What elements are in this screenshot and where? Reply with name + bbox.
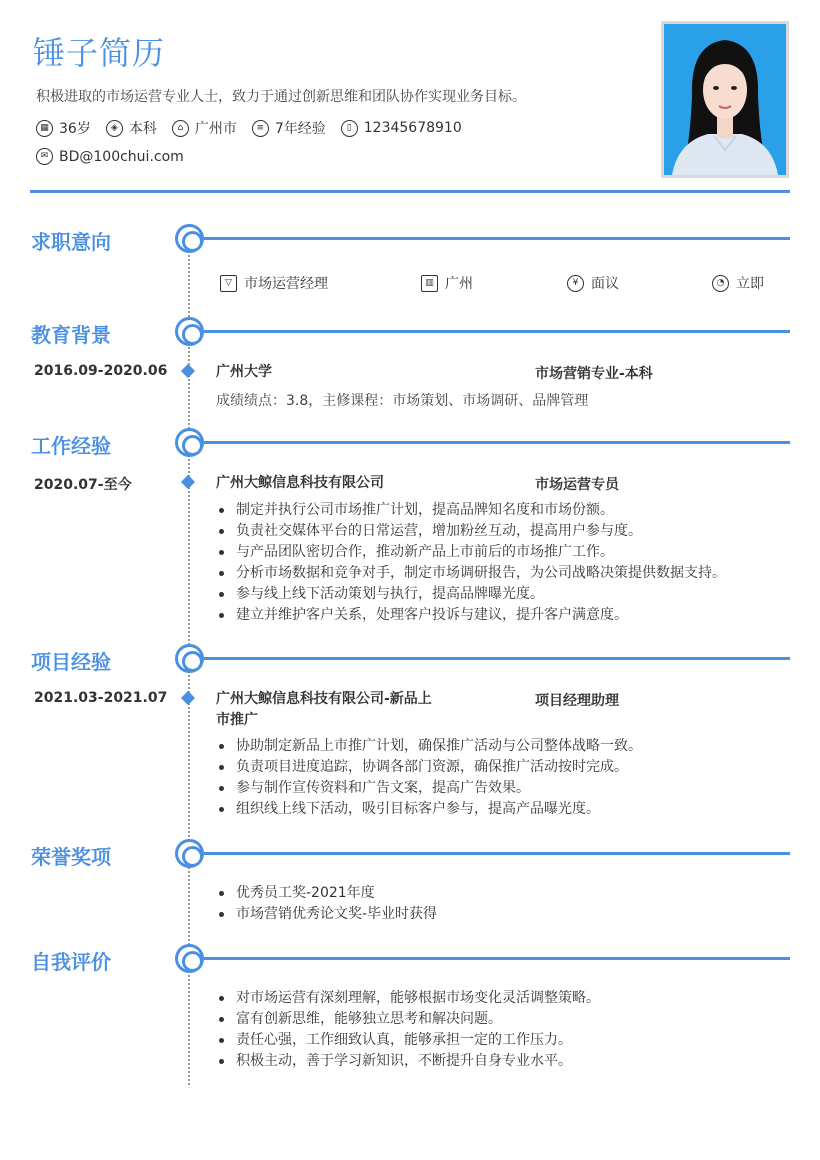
profile-photo (661, 21, 789, 178)
experience-icon: ≡ (252, 120, 269, 137)
project-role: 项目经理助理 (535, 693, 619, 709)
section-rule (204, 657, 790, 660)
section-title-project: 项目经验 (31, 650, 111, 674)
list-item: 责任心强，工作细致认真，能够承担一定的工作压力。 (216, 1030, 600, 1051)
list-item: 积极主动，善于学习新知识，不断提升自身专业水平。 (216, 1051, 600, 1072)
yen-icon: ¥ (567, 275, 584, 292)
education-detail: 成绩绩点：3.8，主修课程：市场策划、市场调研、品牌管理 (216, 393, 589, 409)
list-item: 建立并维护客户关系，处理客户投诉与建议，提升客户满意度。 (216, 605, 726, 626)
intent-position: ▽ 市场运营经理 (220, 273, 328, 293)
education-icon: ◈ (106, 120, 123, 137)
section-title-self: 自我评价 (31, 950, 111, 974)
education-date: 2016.09-2020.06 (34, 363, 168, 379)
intent-salary: ¥ 面议 (567, 273, 619, 293)
section-rule (204, 237, 790, 240)
clock-icon: ◔ (712, 275, 729, 292)
section-rule (204, 441, 790, 444)
intent-city: ▥ 广州 (421, 273, 473, 293)
tie-icon: ▽ (220, 275, 237, 292)
info-row-secondary (36, 148, 199, 165)
project-date: 2021.03-2021.07 (34, 690, 168, 706)
intro-text: 积极进取的市场运营专业人士，致力于通过创新思维和团队协作实现业务目标。 (36, 89, 526, 105)
list-item: 参与制作宣传资料和广告文案，提高广告效果。 (216, 778, 642, 799)
work-role: 市场运营专员 (535, 477, 619, 493)
entry-marker (181, 475, 195, 489)
self-evaluation-list (216, 988, 600, 1072)
entry-marker (181, 691, 195, 705)
entry-marker (181, 364, 195, 378)
list-item: 组织线上线下活动，吸引目标客户参与，提高产品曝光度。 (216, 799, 642, 820)
list-item: 负责项目进度追踪，协调各部门资源，确保推广活动按时完成。 (216, 757, 642, 778)
project-duties (216, 736, 642, 820)
list-item: 协助制定新品上市推广计划，确保推广活动与公司整体战略一致。 (216, 736, 642, 757)
info-phone: ▯ 12345678910 (341, 120, 462, 137)
section-marker (175, 317, 204, 346)
phone-icon: ▯ (341, 120, 358, 137)
section-title-intent: 求职意向 (31, 230, 111, 254)
education-major: 市场营销专业-本科 (535, 366, 653, 382)
section-marker (175, 428, 204, 457)
section-rule (204, 852, 790, 855)
email-icon: ✉ (36, 148, 53, 165)
intent-availability: ◔ 立即 (712, 273, 764, 293)
section-rule (204, 330, 790, 333)
project-name: 广州大鲸信息科技有限公司-新品上 市推广 (216, 691, 432, 728)
building-icon: ▥ (421, 275, 438, 292)
list-item: 对市场运营有深刻理解，能够根据市场变化灵活调整策略。 (216, 988, 600, 1009)
section-title-honors: 荣誉奖项 (31, 845, 111, 869)
work-date: 2020.07-至今 (34, 477, 132, 493)
section-marker (175, 224, 204, 253)
info-age: ▦ 36岁 (36, 118, 91, 138)
work-company: 广州大鲸信息科技有限公司 (216, 475, 384, 491)
info-row-primary (36, 118, 477, 138)
list-item: 分析市场数据和竞争对手，制定市场调研报告，为公司战略决策提供数据支持。 (216, 563, 726, 584)
info-location: ⌂ 广州市 (172, 118, 237, 138)
section-title-education: 教育背景 (31, 323, 111, 347)
resume-name: 锤子简历 (33, 34, 166, 72)
section-marker (175, 944, 204, 973)
section-marker (175, 839, 204, 868)
list-item: 与产品团队密切合作，推动新产品上市前后的市场推广工作。 (216, 542, 726, 563)
info-education: ◈ 本科 (106, 118, 157, 138)
header-divider (30, 190, 790, 193)
list-item: 制定并执行公司市场推广计划，提高品牌知名度和市场份额。 (216, 500, 726, 521)
list-item: 富有创新思维，能够独立思考和解决问题。 (216, 1009, 600, 1030)
education-school: 广州大学 (216, 364, 272, 380)
list-item: 负责社交媒体平台的日常运营，增加粉丝互动，提高用户参与度。 (216, 521, 726, 542)
list-item: 参与线上线下活动策划与执行，提高品牌曝光度。 (216, 584, 726, 605)
section-rule (204, 957, 790, 960)
list-item: 优秀员工奖-2021年度 (216, 883, 437, 904)
info-email: ✉ BD@100chui.com (36, 148, 184, 165)
honors-list (216, 883, 437, 925)
location-icon: ⌂ (172, 120, 189, 137)
info-experience: ≡ 7年经验 (252, 118, 326, 138)
work-duties (216, 500, 726, 626)
section-marker (175, 644, 204, 673)
portrait-image (664, 24, 786, 175)
age-icon: ▦ (36, 120, 53, 137)
section-title-work: 工作经验 (31, 434, 111, 458)
list-item: 市场营销优秀论文奖-毕业时获得 (216, 904, 437, 925)
